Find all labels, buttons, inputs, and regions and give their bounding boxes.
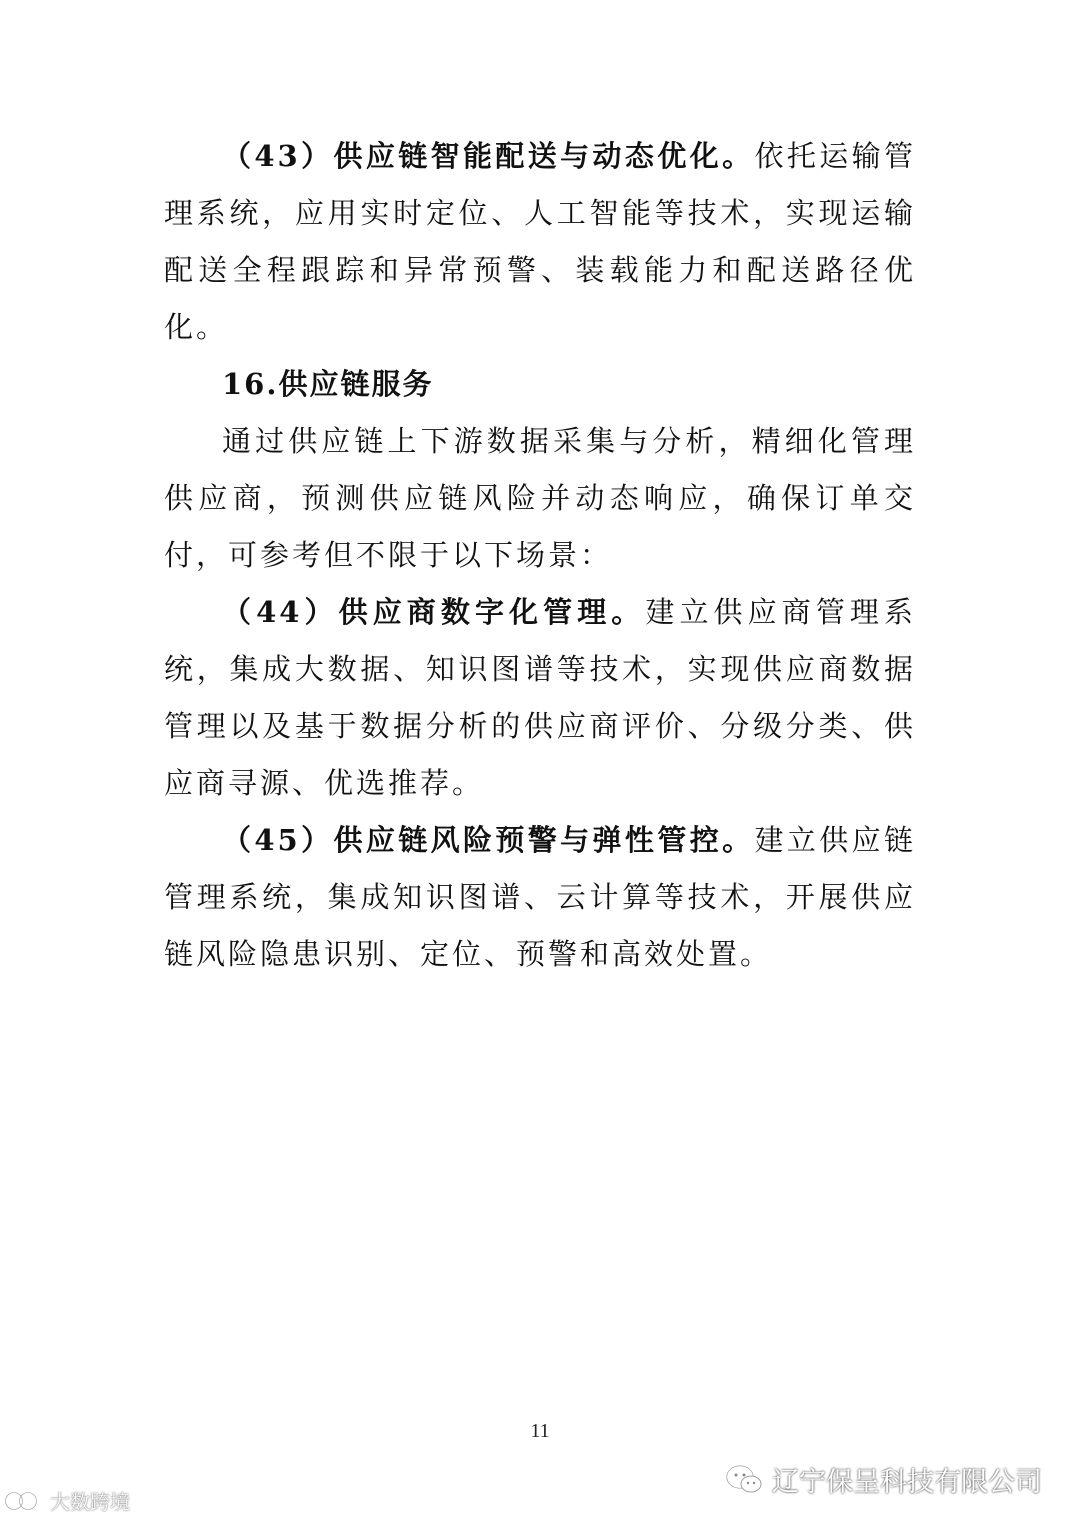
watermark-right — [726, 1460, 1042, 1499]
item-43-label: （43）供应链智能配送与动态优化。 — [222, 139, 755, 173]
item-45-body: 建立供应链管理系统，集成知识图谱、云计算等技术，开展供应链风险隐患识别、定位、预警和高效处置。 — [164, 823, 916, 971]
document-body — [164, 128, 916, 983]
section-heading-16: 16.供应链服务 — [222, 367, 434, 401]
item-44-label: （44）供应商数字化管理。 — [222, 595, 646, 629]
circle-logo-icon — [4, 1490, 44, 1512]
paragraph-item-45 — [164, 812, 916, 983]
watermark-right-text: 辽宁保呈科技有限公司 — [772, 1467, 1042, 1498]
section-16-intro: 通过供应链上下游数据采集与分析，精细化管理供应商，预测供应链风险并动态响应，确保订单交付，可参考但不限于以下场景： — [164, 424, 916, 572]
page-number: 11 — [530, 1420, 550, 1442]
watermark-left — [4, 1486, 130, 1515]
item-44-body: 建立供应商管理系统，集成大数据、知识图谱等技术，实现供应商数据管理以及基于数据分析的供应商评价、分级分类、供应商寻源、优选推荐。 — [164, 595, 916, 800]
paragraph-item-43 — [164, 128, 916, 356]
item-45-label: （45）供应链风险预警与弹性管控。 — [222, 823, 755, 857]
watermark-left-text: 大数跨境 — [50, 1490, 130, 1514]
paragraph-item-44 — [164, 584, 916, 812]
wechat-icon — [726, 1465, 764, 1495]
item-43-body: 依托运输管理系统，应用实时定位、人工智能等技术，实现运输配送全程跟踪和异常预警、装载能力和配送路径优化。 — [164, 139, 916, 344]
